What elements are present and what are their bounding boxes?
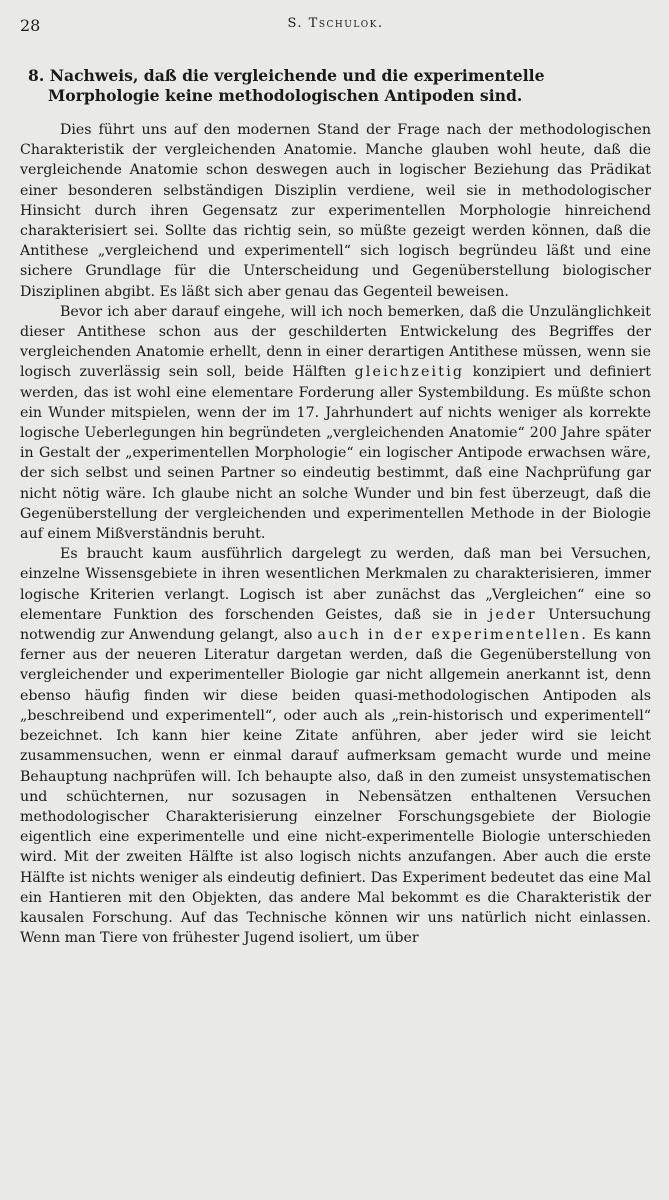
section-heading-line-1: 8. Nachweis, daß die vergleichende und die experimentelle bbox=[28, 66, 545, 85]
paragraph-2-text-a: Bevor ich aber darauf eingehe, will ich noch bemerken, daß die Unzulänglichkeit dieser Antithese schon aus der geschilderten Entwickelung des Begriffes der vergleichenden Anatomie erhellt, denn in einer derartigen Antithese müssen, wenn sie logisch zuverlässig sein soll, beide Hälften bbox=[20, 303, 651, 381]
paragraph-2-text-b: konzipiert und definiert werden, das ist wohl eine elementare Forderung aller Systembildung. Es müßte schon ein Wunder mitspielen, wenn der im 17. Jahrhundert auf nichts weniger als korrekte logische Ueberlegungen hin begründeten „vergleichenden Anatomie“ 200 Jahre später in Gestalt der „experimentellen Morphologie“ ein logischer Antipode erwachsen wäre, der sich selbst und seinen Partner so eindeutig bestimmt, daß eine Nachprüfung gar nicht nötig wäre. Ich glaube nicht an solche Wunder und bin fest überzeugt, daß die Gegenüberstellung der vergleichenden und experimentellen Methode in der Biologie auf einem Mißverständnis beruht. bbox=[20, 364, 652, 543]
paragraph-3-text-b: Untersuchung notwendig zur Anwendung gelangt, also bbox=[20, 606, 652, 644]
section-heading bbox=[20, 66, 651, 106]
running-head bbox=[20, 12, 651, 42]
paragraph-3-emphasis-2: auch in der experimentellen. bbox=[317, 627, 589, 644]
paragraph-1-text: Dies führt uns auf den modernen Stand der Frage nach der methodologischen Charakteristik der vergleichenden Anatomie. Manche glauben wohl heute, daß die vergleichende Anatomie schon deswegen auch in logischer Beziehung das Prädikat einer besonderen selbständigen Disziplin verdiene, weil sie in methodologischer Hinsicht durch ihren Gegensatz zur experimentellen Morphologie hinreichend charakterisiert sei. Sollte das richtig sein, so müßte gezeigt werden können, daß die Antithese „vergleichend und experimentell“ sich logisch begründeu läßt und eine sichere Grundlage für die Unterscheidung und Gegenüberstellung biologischer Disziplinen abgibt. Es läßt sich aber genau das Gegenteil beweisen. bbox=[20, 122, 651, 300]
paragraph-2-emphasis: gleichzeitig bbox=[354, 364, 465, 381]
paragraph-3 bbox=[20, 544, 651, 948]
running-head-author: S. Tschulok. bbox=[287, 16, 384, 31]
paragraph-1 bbox=[20, 120, 651, 302]
page-number: 28 bbox=[20, 16, 41, 35]
paragraph-3-emphasis-1: jeder bbox=[488, 606, 537, 623]
section-heading-line-2: Morphologie keine methodologischen Antipoden sind. bbox=[48, 86, 523, 105]
paragraph-3-text-c: Es kann ferner aus der neueren Literatur dargetan werden, daß die Gegenüberstellung von vergleichender und experimenteller Biologie gar nicht allgemein anerkannt ist, denn ebenso häufig finden wir diese beiden quasi-methodologischen Antipoden als „beschreibend und experimentell“, oder auch als „rein-historisch und experimentell“ bezeichnet. Ich kann hier keine Zitate anführen, aber jeder wird sie leicht zusammensuchen, wenn er einmal darauf aufmerksam gemacht wurde und meine Behauptung nachprüfen will. Ich behaupte also, daß in den zumeist unsystematischen und schüchternen, nur sozusagen in Nebensätzen enthaltenen Versuchen methodologischer Charakterisierung einzelner Forschungsgebiete der Biologie eigentlich eine experimentelle und eine nicht-experimentelle Biologie unterschieden wird. Mit der zweiten Hälfte ist also logisch nichts anzufangen. Aber auch die erste Hälfte ist nichts weniger als eindeutig definiert. Das Experiment bedeutet das eine Mal ein Hantieren mit den Objekten, das andere Mal bekommt es die Charakteristik der kausalen Forschung. Auf das Technische können wir uns natürlich nicht einlassen. Wenn man Tiere von frühester Jugend isoliert, um über bbox=[20, 627, 652, 947]
body-text bbox=[20, 120, 651, 948]
paragraph-3-text-a: Es braucht kaum ausführlich dargelegt zu werden, daß man bei Versuchen, einzelne Wissensgebiete in ihren wesentlichen Merkmalen zu charakterisieren, immer logische Kriterien verlangt. Logisch ist aber zunächst das „Vergleichen“ eine so elementare Funktion des forschenden Geistes, daß sie in bbox=[20, 546, 651, 623]
paragraph-2 bbox=[20, 302, 651, 544]
